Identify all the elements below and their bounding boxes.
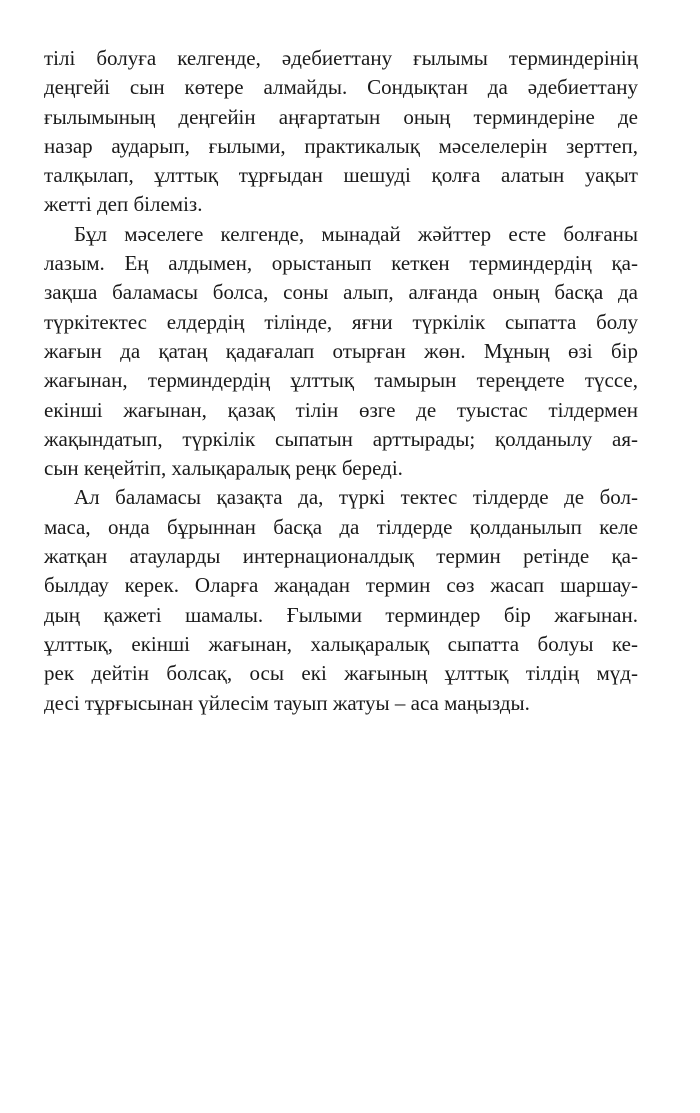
text-line: былдау керек. Оларға жаңадан термин сөз жасап шаршау- xyxy=(44,573,638,598)
text-line: зақша баламасы болса, соны алып, алғанда оның басқа да xyxy=(44,280,638,305)
text-line: екінші жағынан, қазақ тілін өзге де туыстас тілдермен xyxy=(44,397,638,422)
text-line: лазым. Ең алдымен, орыстанып кеткен терминдердің қа- xyxy=(44,251,638,276)
text-line: жағын да қатаң қадағалап отырған жөн. Мұның өзі бір xyxy=(44,338,638,363)
text-line: жатқан атауларды интернационалдық термин ретінде қа- xyxy=(44,544,638,569)
text-line: Бұл мәселеге келгенде, мынадай жәйттер есте болғаны xyxy=(74,221,638,246)
text-line: тілі болуға келгенде, әдебиеттану ғылымы терминдерінің xyxy=(44,46,638,70)
text-line: жақындатып, түркілік сыпатын арттырады; қолданылу ая- xyxy=(44,426,638,451)
text-line: дың қажеті шамалы. Ғылыми терминдер бір жағынан. xyxy=(44,602,638,627)
text-line: назар аударып, ғылыми, практикалық мәселелерін зерттеп, xyxy=(44,133,638,158)
paragraph-1 xyxy=(44,44,638,220)
text-line: түркітектес елдердің тілінде, яғни түркілік сыпатта болу xyxy=(44,309,638,334)
text-line: жетті деп білеміз. xyxy=(44,192,203,217)
text-line: десі тұрғысынан үйлесім тауып жатуы – аса маңызды. xyxy=(44,690,530,715)
text-line: ұлттық, екінші жағынан, халықаралық сыпатта болуы ке- xyxy=(44,631,638,656)
text-line: ғылымының деңгейін аңғартатын оның терминдеріне де xyxy=(44,104,638,129)
text-line: деңгейі сын көтере алмайды. Сондықтан да әдебиеттану xyxy=(44,75,638,100)
paragraph-2 xyxy=(44,220,638,484)
text-line: сын кеңейтіп, халықаралық реңк береді. xyxy=(44,456,403,481)
text-line: жағынан, терминдердің ұлттық тамырын тереңдете түссе, xyxy=(44,368,638,393)
paragraph-3 xyxy=(44,483,638,717)
text-line: рек дейтін болсақ, осы екі жағының ұлттық тілдің мүд- xyxy=(44,661,638,686)
page-text xyxy=(44,44,638,718)
text-line: талқылап, ұлттық тұрғыдан шешуді қолға алатын уақыт xyxy=(44,163,638,188)
text-line: Ал баламасы қазақта да, түркі тектес тілдерде де бол- xyxy=(74,485,638,510)
text-line: маса, онда бұрыннан басқа да тілдерде қолданылып келе xyxy=(44,514,638,539)
